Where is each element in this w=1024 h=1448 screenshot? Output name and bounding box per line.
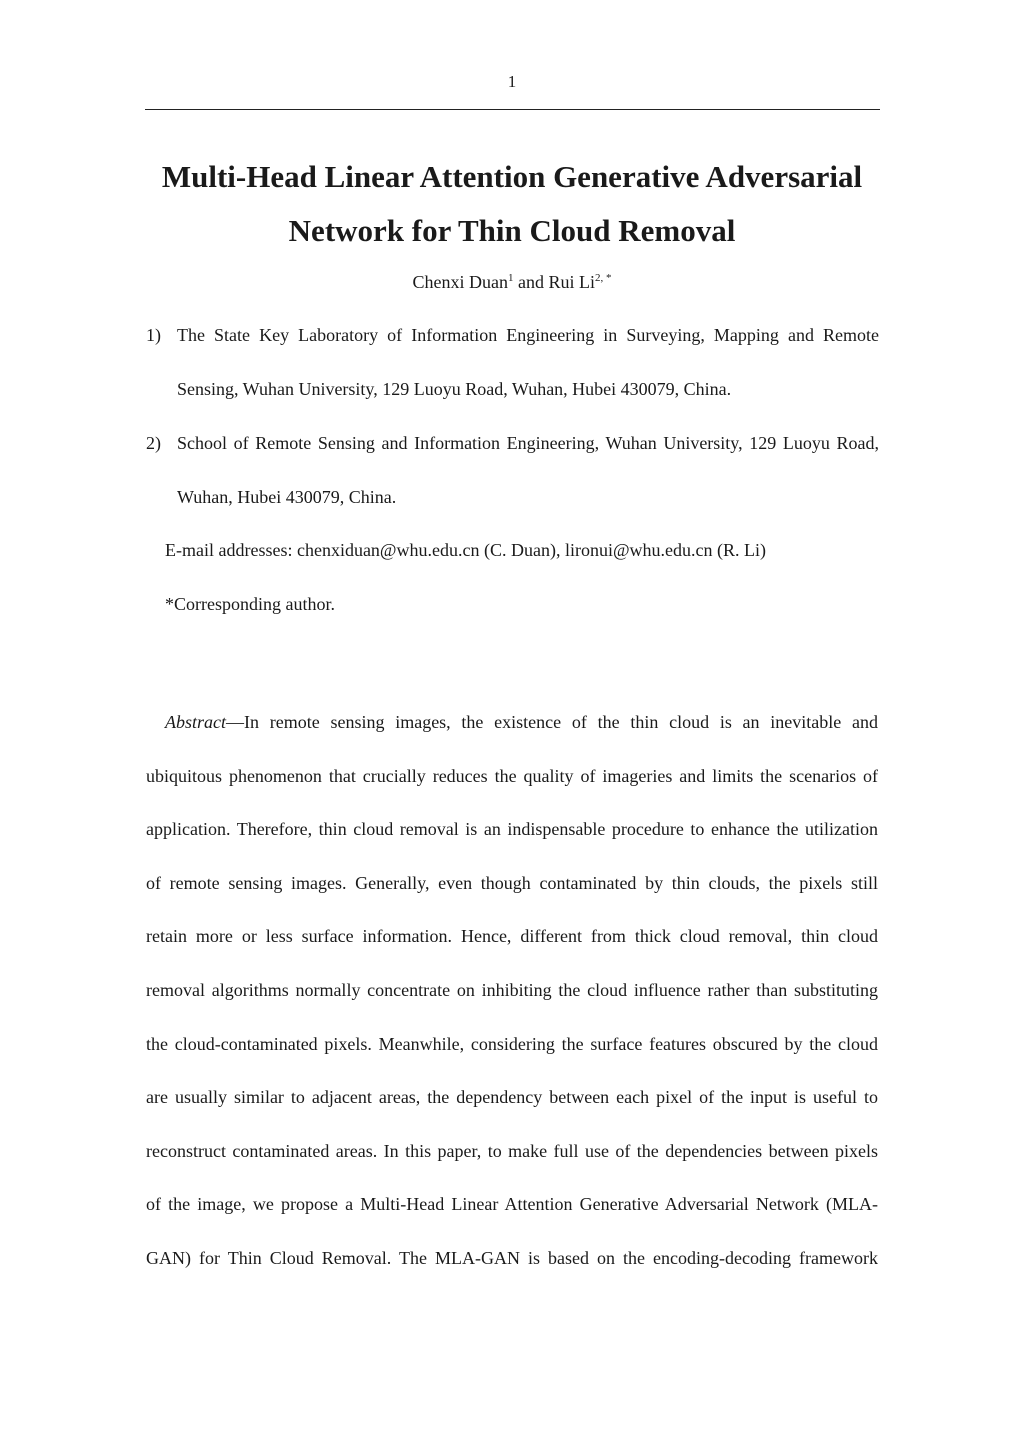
author-2: Rui Li bbox=[548, 272, 595, 292]
abstract-line: GAN) for Thin Cloud Removal. The MLA-GAN is based on the encoding-decoding framework bbox=[146, 1247, 878, 1268]
abstract-line: retain more or less surface information. Hence, different from thick cloud removal, thin cloud bbox=[146, 926, 878, 947]
abstract-line: the cloud-contaminated pixels. Meanwhile, considering the surface features obscured by the cloud bbox=[146, 1033, 878, 1054]
author-connector: and bbox=[517, 272, 544, 292]
abstract-line: removal algorithms normally concentrate on inhibiting the cloud influence rather than substituting bbox=[146, 979, 878, 1000]
author-1-affil: 1 bbox=[507, 272, 514, 284]
title-line-1: Multi-Head Linear Attention Generative Adversarial bbox=[161, 159, 863, 194]
affiliation-line: Wuhan, Hubei 430079, China. bbox=[177, 487, 397, 507]
abstract-line: are usually similar to adjacent areas, the dependency between each pixel of the input is useful to bbox=[146, 1087, 878, 1108]
affiliation-line: Sensing, Wuhan University, 129 Luoyu Road, Wuhan, Hubei 430079, China. bbox=[177, 379, 732, 399]
affiliation-2 bbox=[146, 416, 886, 524]
abstract-line: application. Therefore, thin cloud removal is an indispensable procedure to enhance the utilization bbox=[146, 819, 878, 840]
abstract bbox=[146, 696, 878, 1286]
author-2-affil: 2, * bbox=[595, 272, 612, 284]
affiliation-1 bbox=[146, 308, 886, 416]
abstract-line: reconstruct contaminated areas. In this paper, to make full use of the dependencies between pixels bbox=[146, 1140, 878, 1161]
page-number: 1 bbox=[507, 72, 517, 91]
affiliation-number: 1) bbox=[146, 325, 161, 345]
author-1: Chenxi Duan bbox=[412, 272, 508, 292]
corresponding-author-note: *Corresponding author. bbox=[165, 594, 335, 614]
header-rule bbox=[145, 109, 880, 110]
abstract-line: of the image, we propose a Multi-Head Linear Attention Generative Adversarial Network (MLA- bbox=[146, 1194, 878, 1215]
abstract-line bbox=[146, 696, 878, 750]
paper-title bbox=[100, 150, 924, 258]
title-line-2: Network for Thin Cloud Removal bbox=[288, 213, 736, 248]
affiliation-number: 2) bbox=[146, 433, 161, 453]
abstract-text: —In remote sensing images, the existence of the thin cloud is an inevitable and bbox=[226, 712, 878, 732]
author-list bbox=[0, 268, 1024, 296]
abstract-line: of remote sensing images. Generally, even though contaminated by thin clouds, the pixels still bbox=[146, 872, 878, 893]
affiliation-line: The State Key Laboratory of Information Engineering in Surveying, Mapping and Remote bbox=[177, 325, 879, 345]
abstract-line: ubiquitous phenomenon that crucially reduces the quality of imageries and limits the scenarios of bbox=[146, 765, 878, 786]
affiliation-line: School of Remote Sensing and Information Engineering, Wuhan University, 129 Luoyu Road, bbox=[177, 433, 879, 453]
abstract-label: Abstract bbox=[165, 712, 226, 732]
email-addresses: E-mail addresses: chenxiduan@whu.edu.cn (C. Duan), lironui@whu.edu.cn (R. Li) bbox=[165, 540, 767, 560]
